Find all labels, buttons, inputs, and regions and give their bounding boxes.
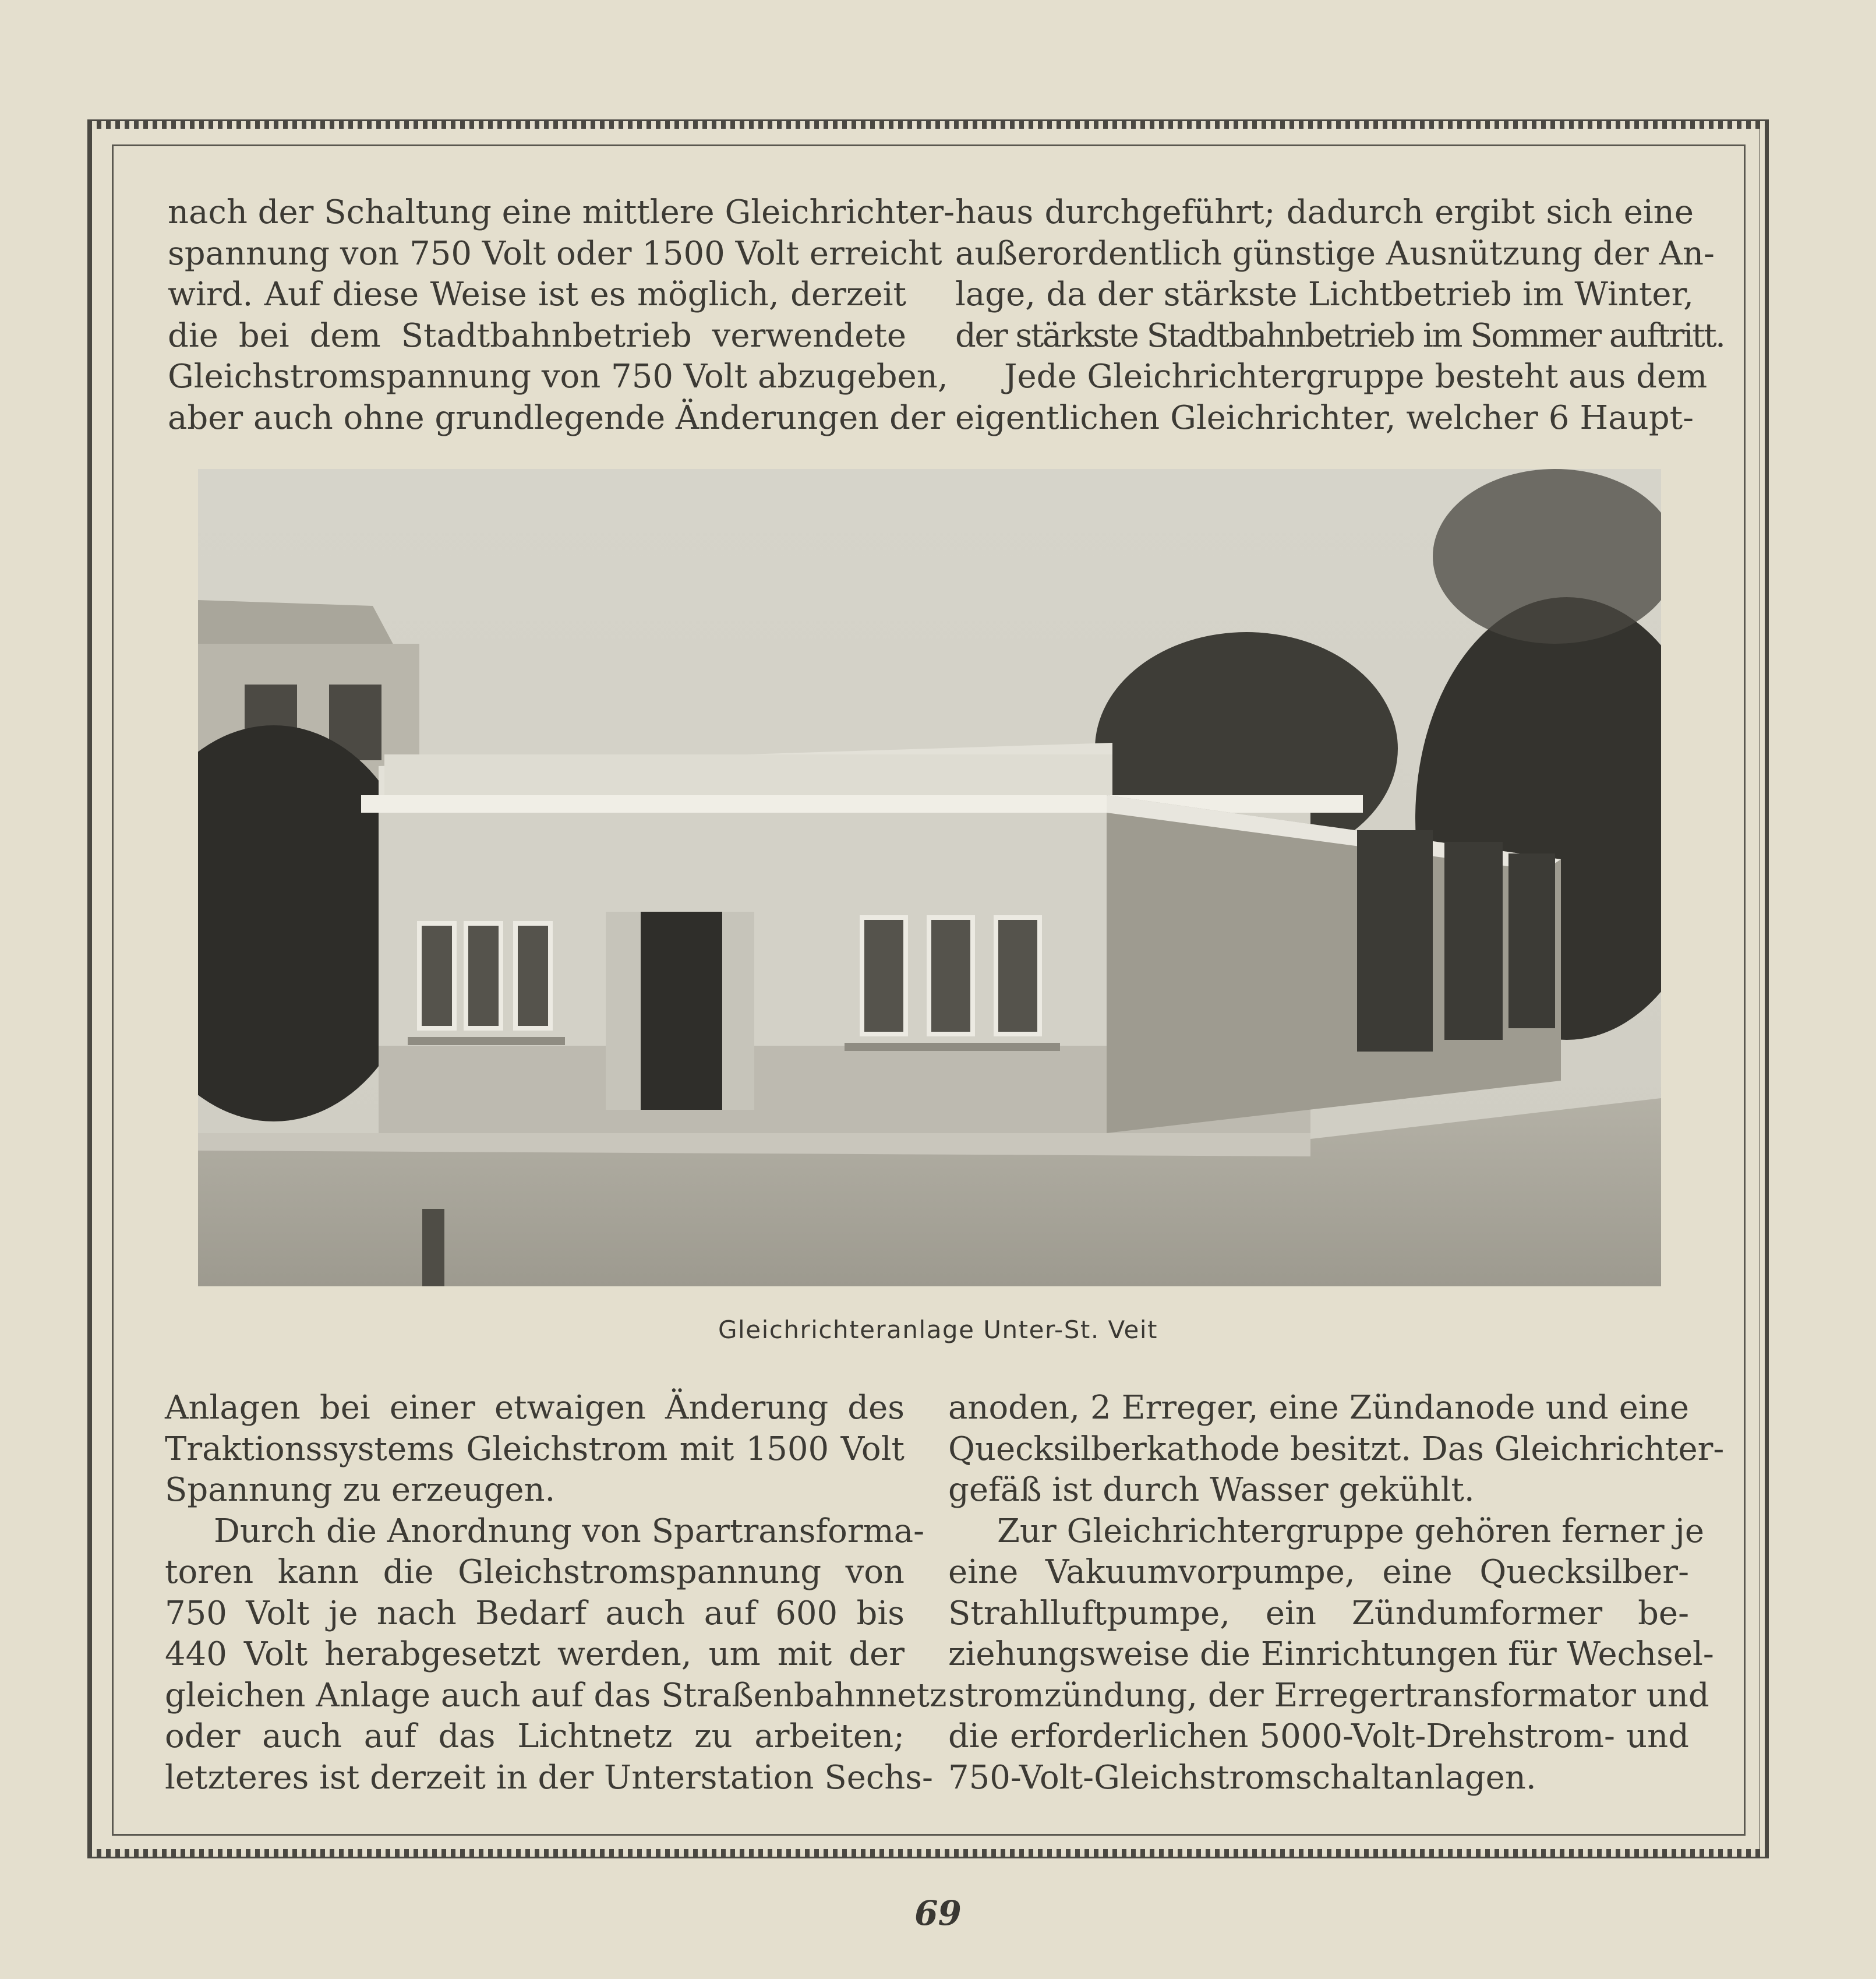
text-line: 750 Volt je nach Bedarf auch auf 600 bis <box>165 1594 905 1632</box>
building-photo <box>198 469 1661 1286</box>
text-line: gleichen Anlage auch auf das Straßenbahnnetz <box>165 1676 947 1715</box>
text-line: ziehungsweise die Einrichtungen für Wechsel- <box>948 1635 1714 1673</box>
text-line: Durch die Anordnung von Spartransforma- <box>214 1512 925 1550</box>
text-line: wird. Auf diese Weise ist es möglich, derzeit <box>168 276 906 313</box>
text-column-bottom-left <box>165 1388 947 1798</box>
text-line: eigentlichen Gleichrichter, welcher 6 Haupt- <box>955 398 1694 437</box>
text-line: aber auch ohne grundlegende Änderungen der <box>168 398 945 437</box>
text-line: Anlagen bei einer etwaigen Änderung des <box>165 1389 905 1427</box>
text-line: 440 Volt herabgesetzt werden, um mit der <box>165 1635 905 1673</box>
text-line: Quecksilberkathode besitzt. Das Gleichrichter- <box>948 1430 1725 1468</box>
text-line: der stärkste Stadtbahnbetrieb im Sommer auftritt. <box>955 316 1725 355</box>
rectifier-station-photo <box>198 469 1661 1286</box>
text-line: anoden, 2 Erreger, eine Zündanode und eine <box>948 1389 1689 1427</box>
page-number: 69 <box>914 1893 962 1933</box>
text-line: gefäß ist durch Wasser gekühlt. <box>948 1471 1475 1509</box>
text-line: lage, da der stärkste Lichtbetrieb im Winter, <box>955 276 1694 313</box>
text-column-top-right <box>955 192 1725 439</box>
text-line: die erforderlichen 5000-Volt-Drehstrom- und <box>948 1717 1689 1755</box>
text-line: außerordentlich günstige Ausnützung der An- <box>955 234 1715 273</box>
text-line: Jede Gleichrichtergruppe besteht aus dem <box>1004 358 1708 396</box>
text-column-bottom-right <box>948 1388 1725 1798</box>
text-line: Zur Gleichrichtergruppe gehören ferner je <box>997 1512 1704 1550</box>
text-line: letzteres ist derzeit in der Unterstation Sechs- <box>165 1758 933 1797</box>
text-line: haus durchgeführt; dadurch ergibt sich eine <box>955 193 1694 231</box>
text-line: oder auch auf das Lichtnetz zu arbeiten; <box>165 1717 905 1755</box>
text-line: stromzündung, der Erregertransformator und <box>948 1676 1709 1715</box>
text-line: Spannung zu erzeugen. <box>165 1471 556 1509</box>
text-line: 750-Volt-Gleichstromschaltanlagen. <box>948 1758 1536 1797</box>
text-column-top-left <box>168 192 955 439</box>
text-line: Gleichstromspannung von 750 Volt abzugeben, <box>168 358 948 396</box>
text-line: toren kann die Gleichstromspannung von <box>165 1553 905 1591</box>
text-line: eine Vakuumvorpumpe, eine Quecksilber- <box>948 1553 1689 1591</box>
text-line: spannung von 750 Volt oder 1500 Volt erreicht <box>168 234 942 273</box>
text-line: Traktionssystems Gleichstrom mit 1500 Volt <box>165 1430 905 1468</box>
text-line: die bei dem Stadtbahnbetrieb verwendete <box>168 316 906 355</box>
text-line: Strahlluftpumpe, ein Zündumformer be- <box>948 1594 1689 1632</box>
photo-caption: Gleichrichteranlage Unter-St. Veit <box>718 1315 1158 1344</box>
text-line: nach der Schaltung eine mittlere Gleichrichter- <box>168 193 955 231</box>
